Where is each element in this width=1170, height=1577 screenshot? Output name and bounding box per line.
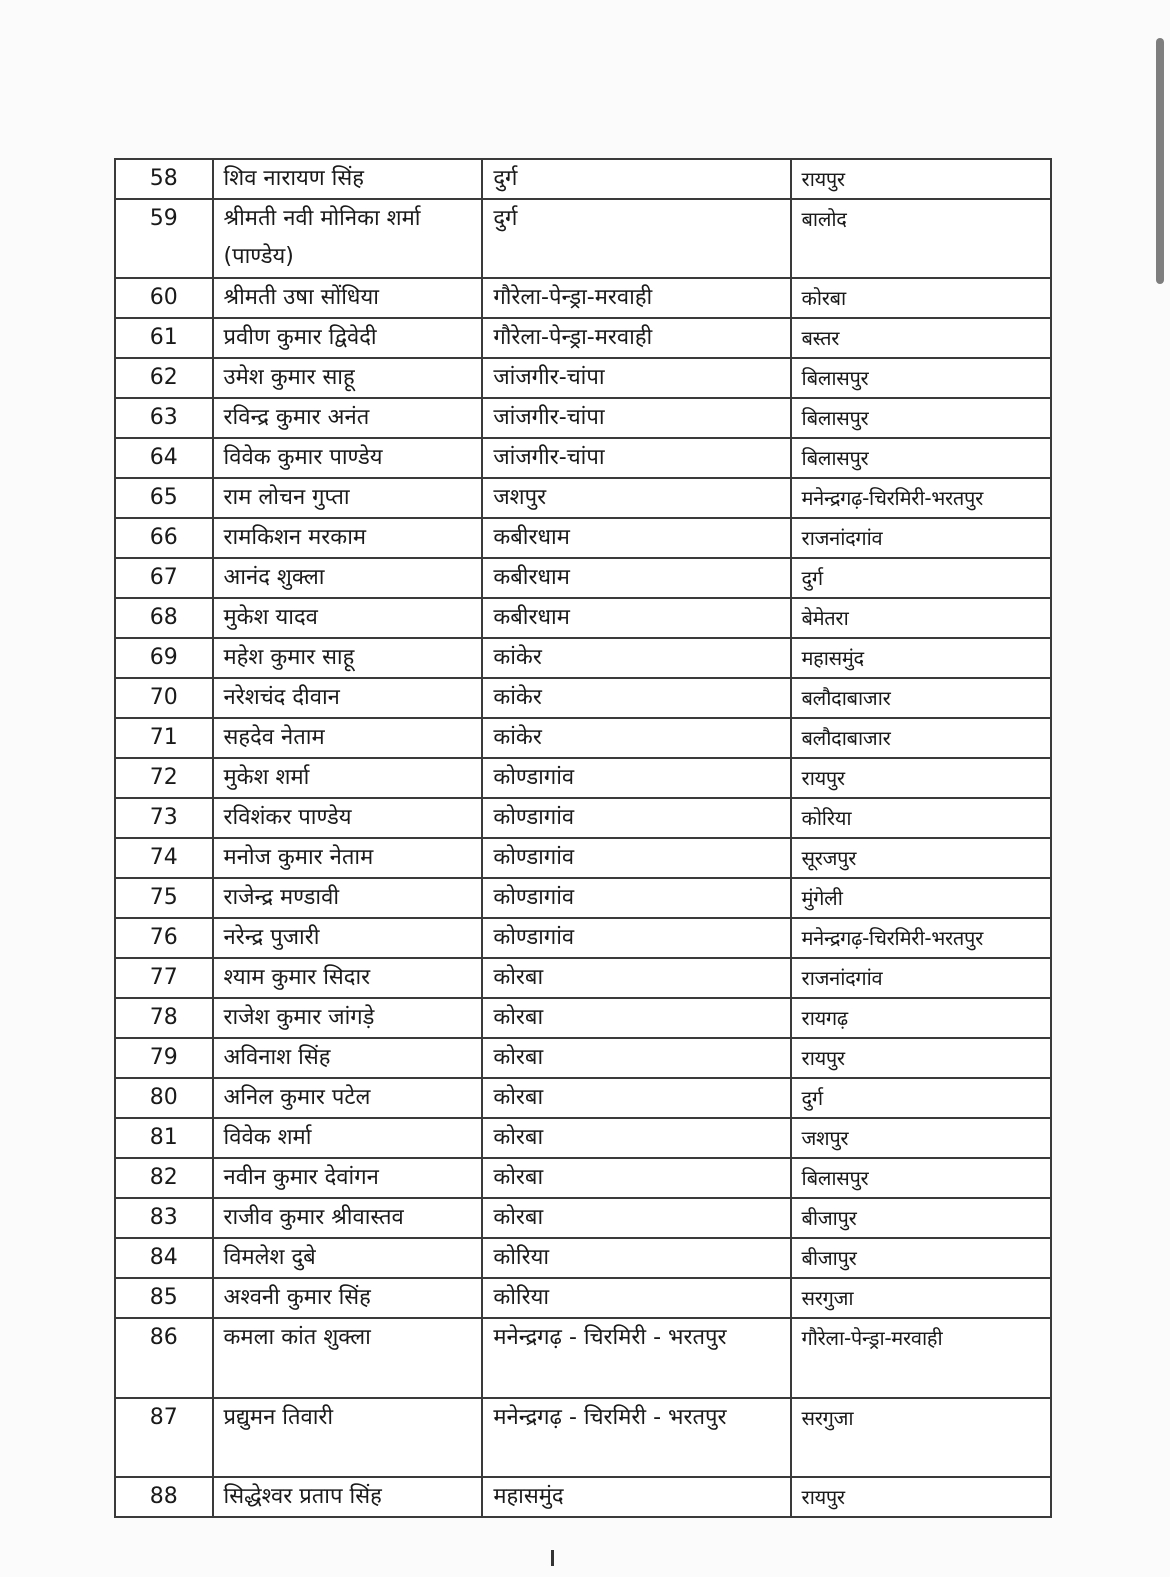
row-number: 85 [115, 1278, 213, 1318]
new-district: महासमुंद [791, 638, 1051, 678]
table-row [115, 518, 1051, 558]
row-number: 80 [115, 1078, 213, 1118]
row-number: 75 [115, 878, 213, 918]
employee-name: रामकिशन मरकाम [213, 518, 483, 558]
row-number: 67 [115, 558, 213, 598]
new-district: दुर्ग [791, 558, 1051, 598]
current-district: कोरबा [482, 1158, 790, 1198]
table-row [115, 638, 1051, 678]
current-district: जांजगीर-चांपा [482, 358, 790, 398]
current-district: जशपुर [482, 478, 790, 518]
row-number: 72 [115, 758, 213, 798]
table-row [115, 1238, 1051, 1278]
employee-name: प्रवीण कुमार द्विवेदी [213, 318, 483, 358]
new-district: बालोद [791, 199, 1051, 278]
new-district: रायपुर [791, 159, 1051, 199]
new-district: कोरिया [791, 798, 1051, 838]
current-district: कोण्डागांव [482, 918, 790, 958]
current-district: कोरिया [482, 1278, 790, 1318]
table-row [115, 278, 1051, 318]
current-district: कांकेर [482, 678, 790, 718]
current-district: कोरबा [482, 1078, 790, 1118]
table-row [115, 918, 1051, 958]
employee-name: सिद्धेश्वर प्रताप सिंह [213, 1477, 483, 1517]
page-mark [551, 1550, 554, 1566]
table-row [115, 478, 1051, 518]
table-row [115, 558, 1051, 598]
new-district: बस्तर [791, 318, 1051, 358]
employee-name: नरेशचंद दीवान [213, 678, 483, 718]
current-district: जांजगीर-चांपा [482, 398, 790, 438]
new-district: सरगुजा [791, 1398, 1051, 1477]
new-district: रायपुर [791, 1477, 1051, 1517]
employee-name: नरेन्द्र पुजारी [213, 918, 483, 958]
employee-name: विवेक शर्मा [213, 1118, 483, 1158]
row-number: 62 [115, 358, 213, 398]
employee-name: मनोज कुमार नेताम [213, 838, 483, 878]
transfer-table-body [115, 159, 1051, 1517]
employee-name: विमलेश दुबे [213, 1238, 483, 1278]
current-district: गौरेला-पेन्ड्रा-मरवाही [482, 318, 790, 358]
row-number: 79 [115, 1038, 213, 1078]
employee-name: अश्वनी कुमार सिंह [213, 1278, 483, 1318]
row-number: 65 [115, 478, 213, 518]
table-row [115, 318, 1051, 358]
table-row [115, 798, 1051, 838]
new-district: मुंगेली [791, 878, 1051, 918]
employee-name: रविन्द्र कुमार अनंत [213, 398, 483, 438]
row-number: 87 [115, 1398, 213, 1477]
table-row [115, 398, 1051, 438]
current-district: महासमुंद [482, 1477, 790, 1517]
row-number: 64 [115, 438, 213, 478]
table-row [115, 1118, 1051, 1158]
current-district: जांजगीर-चांपा [482, 438, 790, 478]
row-number: 82 [115, 1158, 213, 1198]
current-district: कबीरधाम [482, 558, 790, 598]
employee-name: अनिल कुमार पटेल [213, 1078, 483, 1118]
current-district: कोरबा [482, 1038, 790, 1078]
employee-name: शिव नारायण सिंह [213, 159, 483, 199]
row-number: 78 [115, 998, 213, 1038]
current-district: कबीरधाम [482, 598, 790, 638]
row-number: 68 [115, 598, 213, 638]
new-district: बेमेतरा [791, 598, 1051, 638]
row-number: 59 [115, 199, 213, 278]
table-row [115, 199, 1051, 278]
new-district: जशपुर [791, 1118, 1051, 1158]
employee-name: श्याम कुमार सिदार [213, 958, 483, 998]
new-district: बीजापुर [791, 1238, 1051, 1278]
current-district: कोरबा [482, 1118, 790, 1158]
employee-name: श्रीमती उषा सोंधिया [213, 278, 483, 318]
current-district: कोरबा [482, 958, 790, 998]
new-district: रायपुर [791, 758, 1051, 798]
employee-name: नवीन कुमार देवांगन [213, 1158, 483, 1198]
table-row [115, 1278, 1051, 1318]
current-district: कोण्डागांव [482, 758, 790, 798]
current-district: कांकेर [482, 638, 790, 678]
current-district: गौरेला-पेन्ड्रा-मरवाही [482, 278, 790, 318]
new-district: गौरेला-पेन्ड्रा-मरवाही [791, 1318, 1051, 1397]
employee-name: राम लोचन गुप्ता [213, 478, 483, 518]
row-number: 58 [115, 159, 213, 199]
new-district: बिलासपुर [791, 358, 1051, 398]
employee-name: मुकेश यादव [213, 598, 483, 638]
current-district: दुर्ग [482, 199, 790, 278]
row-number: 63 [115, 398, 213, 438]
employee-name: राजीव कुमार श्रीवास्तव [213, 1198, 483, 1238]
employee-name: प्रद्युमन तिवारी [213, 1398, 483, 1477]
table-row [115, 1158, 1051, 1198]
table-row [115, 958, 1051, 998]
employee-name: मुकेश शर्मा [213, 758, 483, 798]
current-district: मनेन्द्रगढ़ - चिरमिरी - भरतपुर [482, 1398, 790, 1477]
table-row [115, 878, 1051, 918]
table-row [115, 1398, 1051, 1477]
new-district: बिलासपुर [791, 398, 1051, 438]
row-number: 71 [115, 718, 213, 758]
row-number: 81 [115, 1118, 213, 1158]
row-number: 88 [115, 1477, 213, 1517]
current-district: कोरबा [482, 998, 790, 1038]
row-number: 61 [115, 318, 213, 358]
employee-name: अविनाश सिंह [213, 1038, 483, 1078]
new-district: सूरजपुर [791, 838, 1051, 878]
current-district: कोण्डागांव [482, 838, 790, 878]
row-number: 74 [115, 838, 213, 878]
new-district: बिलासपुर [791, 1158, 1051, 1198]
row-number: 69 [115, 638, 213, 678]
row-number: 60 [115, 278, 213, 318]
new-district: कोरबा [791, 278, 1051, 318]
new-district: राजनांदगांव [791, 958, 1051, 998]
current-district: कबीरधाम [482, 518, 790, 558]
row-number: 66 [115, 518, 213, 558]
employee-name: उमेश कुमार साहू [213, 358, 483, 398]
new-district: बिलासपुर [791, 438, 1051, 478]
table-row [115, 1038, 1051, 1078]
employee-name: राजेन्द्र मण्डावी [213, 878, 483, 918]
current-district: कोण्डागांव [482, 878, 790, 918]
employee-name: कमला कांत शुक्ला [213, 1318, 483, 1397]
table-row [115, 838, 1051, 878]
current-district: मनेन्द्रगढ़ - चिरमिरी - भरतपुर [482, 1318, 790, 1397]
employee-name: श्रीमती नवी मोनिका शर्मा (पाण्डेय) [213, 199, 483, 278]
new-district: मनेन्द्रगढ़-चिरमिरी-भरतपुर [791, 478, 1051, 518]
table-row [115, 358, 1051, 398]
new-district: सरगुजा [791, 1278, 1051, 1318]
row-number: 76 [115, 918, 213, 958]
new-district: दुर्ग [791, 1078, 1051, 1118]
table-row [115, 1198, 1051, 1238]
vertical-scrollbar[interactable] [1156, 38, 1164, 284]
current-district: कोण्डागांव [482, 798, 790, 838]
new-district: रायगढ़ [791, 998, 1051, 1038]
current-district: कोरिया [482, 1238, 790, 1278]
table-row [115, 1318, 1051, 1397]
table-row [115, 1078, 1051, 1118]
table-row [115, 998, 1051, 1038]
table-row [115, 758, 1051, 798]
table-row [115, 438, 1051, 478]
employee-name: रविशंकर पाण्डेय [213, 798, 483, 838]
table-row [115, 718, 1051, 758]
current-district: कोरबा [482, 1198, 790, 1238]
row-number: 70 [115, 678, 213, 718]
row-number: 77 [115, 958, 213, 998]
employee-name: महेश कुमार साहू [213, 638, 483, 678]
row-number: 73 [115, 798, 213, 838]
table-row [115, 159, 1051, 199]
new-district: बीजापुर [791, 1198, 1051, 1238]
row-number: 83 [115, 1198, 213, 1238]
row-number: 86 [115, 1318, 213, 1397]
new-district: रायपुर [791, 1038, 1051, 1078]
new-district: मनेन्द्रगढ़-चिरमिरी-भरतपुर [791, 918, 1051, 958]
transfer-table [114, 158, 1052, 1518]
employee-name: सहदेव नेताम [213, 718, 483, 758]
employee-name: विवेक कुमार पाण्डेय [213, 438, 483, 478]
new-district: बलौदाबाजार [791, 678, 1051, 718]
current-district: दुर्ग [482, 159, 790, 199]
employee-name: राजेश कुमार जांगड़े [213, 998, 483, 1038]
current-district: कांकेर [482, 718, 790, 758]
employee-name: आनंद शुक्ला [213, 558, 483, 598]
table-row [115, 678, 1051, 718]
table-row [115, 598, 1051, 638]
new-district: राजनांदगांव [791, 518, 1051, 558]
table-row [115, 1477, 1051, 1517]
new-district: बलौदाबाजार [791, 718, 1051, 758]
row-number: 84 [115, 1238, 213, 1278]
